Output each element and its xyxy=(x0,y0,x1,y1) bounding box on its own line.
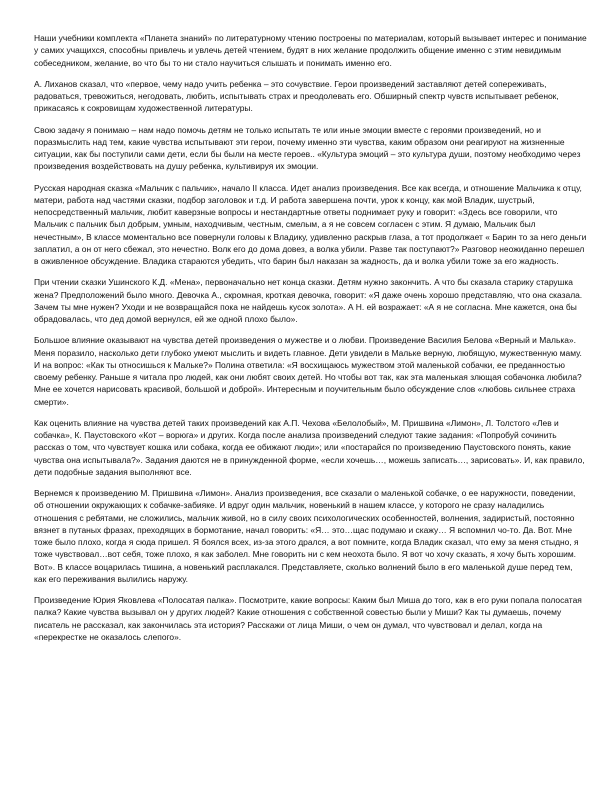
paragraph-likhanov-quote: А. Лиханов сказал, что «первое, чему надо учить ребенка – это сочувствие. Герои произведений заставляют детей сопереживать, радоваться, тревожиться, негодовать, любить, испытывать страх и преодолевать его. Обширный спектр чувств испытывает ребенок, прикасаясь к сокровищам художественной литературы. xyxy=(34,78,559,114)
paragraph-chekhov-tolstoy: Как оценить влияние на чувства детей таких произведений как А.П. Чехова «Белолобый», М. Пришвина «Лимон», Л. Толстого «Лев и собачка», К. Паустовского «Кот – ворюга» и других. Когда после анализа произведений следуют такие задания: «Попробуй сочинить рассказ о том, что чувствует кошка или собака, когда ее обижают люди»; или «постарайся по произведению Паустовского понять, какие чувства она испытывала?». Задания даются не в принужденной форме, «если хочешь…, можешь записать…, зарисовать». И, как правило, дети подобные задания выполняют все. xyxy=(34,417,585,477)
paragraph-prishvin-limon: Вернемся к произведению М. Пришвина «Лимон». Анализ произведения, все сказали о маленькой собачке, о ее наружности, поведении, об отношении окружающих к собачке-забияке. И вдруг один мальчик, новенький в нашем классе, у которого не сразу наладились отношения с ребятами, не сложились, мальчик живой, но в силу своих психологических особенностей, волнения, задиристый, постоянно вязнет в путаных фразах, преходящих в бормотание, начал говорить: «Я… это…щас подумаю и скажу… Я вспомнил чо-то. Да. Вот. Мне тоже было плохо, когда я сюда пришел. Я боялся всех, из-за этого дрался, а вот помните, когда Владик сказал, что ему за меня стыдно, я тоже чувствовал…вот себя, тоже плохо, я как заболел. Мне говорить ни с кем неохота было. Я вот чо хочу сказать, я хочу быть хорошим. Вот». В классе воцарилась тишина, а новенький расплакался. Представляете, сколько волнений было в его маленькой душе перед тем, как его переживания вылились наружу. xyxy=(34,488,579,584)
document-page xyxy=(34,32,587,652)
paragraph-teacher-task: Свою задачу я понимаю – нам надо помочь детям не только испытать те или иные эмоции вместе с героями произведений, но и поразмыслить над тем, какие чувства испытывают эти герои, почему именно эти чувства, каким образом они реагируют на жизненные ситуации, как бы поступили сами дети, если бы были на месте героев.. «Культура эмоций – это культура души, поэтому необходимо через произведения воздействовать на душу ребенка, культивируя их эмоции. xyxy=(34,124,581,172)
paragraph-belov-malka: Большое влияние оказывают на чувства детей произведения о мужестве и о любви. Произведение Василия Белова «Верный и Малька». Меня поразило, насколько дети глубоко умеют мыслить и видеть главное. Дети увидели в Мальке верную, любящую, мужественную маму. И на вопрос: «Как ты относишься к Мальке?» Полина ответила: «Я восхищаюсь мужеством этой маленькой собачки, ее преданностью своему ребенку. Раньше я читала про людей, как они любят своих детей. Но чтобы вот так, как эта маленькая злющая собачонка любила? Мне ее хочется нарисовать красивой, большой и доброй». Интересным и поучительным было обсуждение слов «любовь сильнее страха смерти». xyxy=(34,335,582,407)
paragraph-textbooks-intro: Наши учебники комплекта «Планета знаний» по литературному чтению построены по материалам, который вызывает интерес и понимание у самих учащихся, способны привлечь и увлечь детей чтением, будят в них желание продолжить общение именно с этим невидимым собеседником, желание, во что бы то ни стало научиться слышать и понимать именно его. xyxy=(34,33,587,68)
paragraph-ushinsky-exchange: При чтении сказки Ушинского К.Д. «Мена», первоначально нет конца сказки. Детям нужно закончить. А что бы сказала старику старушка жена? Предположений было много. Девочка А., скромная, кроткая девочка, говорит: «Я даже очень хорошо представляю, что она сказала. Зачем ты мне нужен? Уходи и не возвращайся пока не найдешь кусок золота». А Н. ей возражает: «А я не согласна. Мне кажется, она бы обрадовалась, что дед домой вернулся, ей же одной плохо было». xyxy=(34,277,583,324)
paragraph-tom-thumb: Русская народная сказка «Мальчик с пальчик», начало II класса. Идет анализ произведения. Все как всегда, и отношение Мальчика к отцу, матери, работа над частями сказки, подбор заголовок и т.д. И работа завершена почти, урок к концу, как мой Владик, шустрый, непосредственный мальчик, любит каверзные вопросы и нестандартные ответы поднимает руку и говорит: «Здесь все говорили, что Мальчик с пальчик был добрым, умным, находчивым, честным, смелым, а я не совсем согласен с этим. Я думаю, Мальчик был нечестным», В классе моментально все повернули головы к Владику, удивленно раскрыв глаза, а тот продолжает « Барин то за него деньги заплатил, а он от него сбежал, это нечестно. Волк его до дома довез, а волка убили. Разве так поступают?» Разговор неожиданно перешел в оживленное обсуждение. Владика стараются убедить, что барин был наказан за жадность, да и волка убили тоже за его жадность. xyxy=(34,182,587,266)
paragraph-yakovlev-stick: Произведение Юрия Яковлева «Полосатая палка». Посмотрите, какие вопросы: Каким был Миша до того, как в его руки попала полосатая палка? Какие чувства вызывал он у других людей? Какие отношения с собственной совестью были у Миши? Как ты думаешь, почему писатель не рассказал, как закончилась эта история? Расскажи от лица Миши, о чем он думал, что чувствовал и делал, когда на «перекрестке не оказалось слепого». xyxy=(34,595,582,642)
